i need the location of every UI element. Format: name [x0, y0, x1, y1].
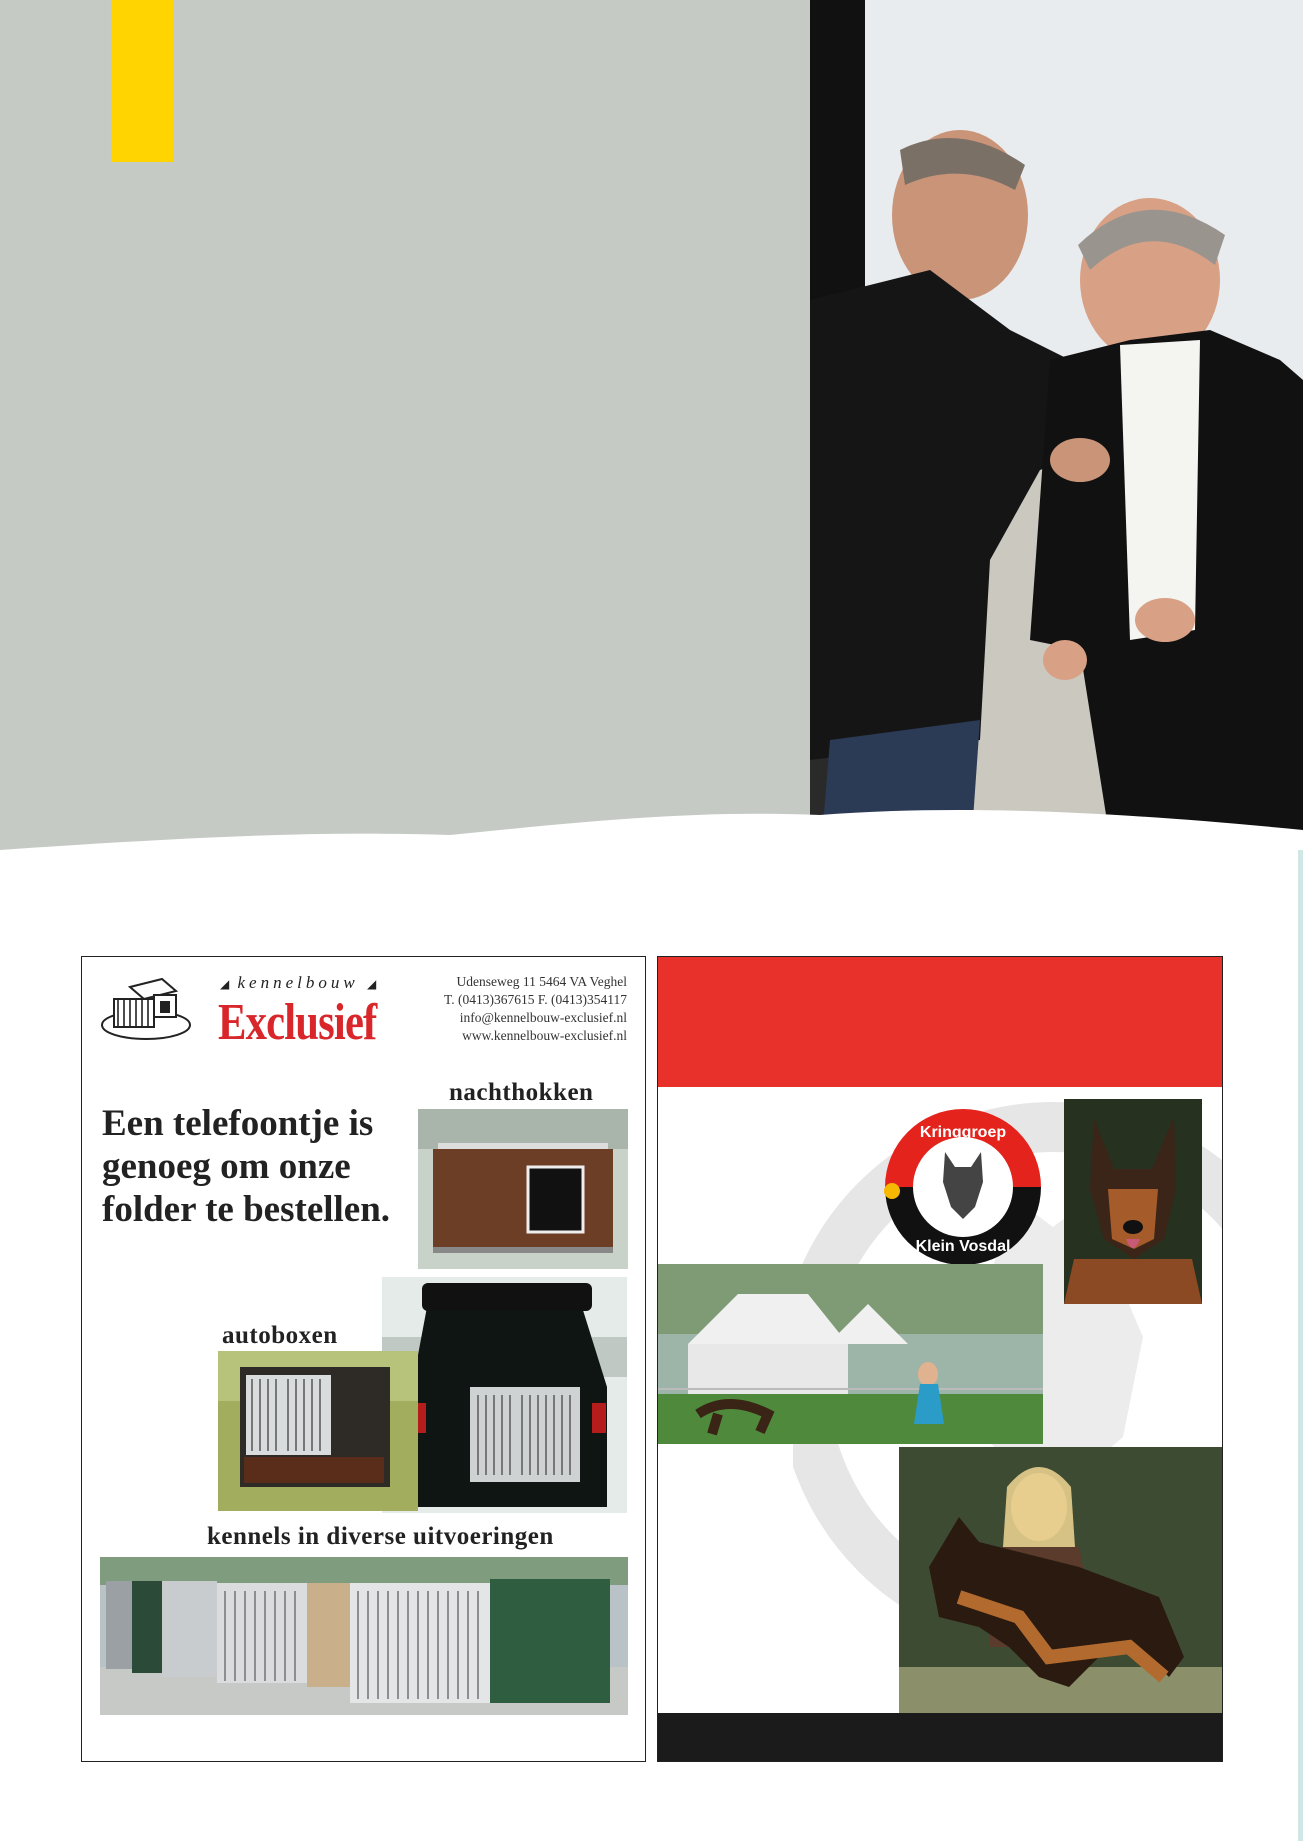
kennel-row-illustration	[100, 1557, 628, 1715]
contact-email[interactable]: info@kennelbouw-exclusief.nl	[459, 1010, 627, 1025]
photo-autobox-on-grass	[218, 1351, 418, 1511]
logo-top-text: Kringgroep	[919, 1124, 1007, 1141]
label-autoboxen: autoboxen	[222, 1322, 338, 1349]
photo-illustration	[810, 0, 1303, 862]
photo-dog-with-handler	[899, 1447, 1223, 1717]
brand-tagline: ◢ kennelbouw ◢	[220, 973, 377, 992]
kennelbouw-exclusief-advert	[81, 956, 646, 1762]
black-footer-band	[658, 1713, 1223, 1762]
photo-dog-show	[658, 1264, 1043, 1444]
headline: Een telefoontje is genoeg om onze folder te bestellen.	[102, 1103, 391, 1230]
photo-two-men-pin-ceremony	[810, 0, 1303, 862]
contact-website[interactable]: www.kennelbouw-exclusief.nl	[462, 1028, 627, 1043]
logo-bottom-text: Klein Vosdal	[915, 1238, 1011, 1255]
dog-portrait-illustration	[1064, 1099, 1202, 1304]
kennel-logo-icon	[100, 973, 192, 1041]
label-kennels: kennels in diverse uitvoeringen	[207, 1523, 554, 1550]
autobox-illustration	[218, 1351, 418, 1511]
nachthok-illustration	[418, 1109, 628, 1269]
photo-kennel-row	[100, 1557, 628, 1715]
brand-tagline-text: kennelbouw	[237, 973, 359, 992]
brand-name: Exclusief	[218, 994, 377, 1051]
photo-german-shepherd-portrait	[1064, 1099, 1202, 1304]
dog-show-illustration	[658, 1264, 1043, 1444]
red-header-band	[658, 957, 1223, 1087]
page-edge-strip	[1298, 850, 1303, 1841]
photo-car-autobox	[382, 1277, 627, 1513]
car-autobox-illustration	[382, 1277, 627, 1513]
kringgroep-logo	[883, 1107, 1043, 1267]
kringgroep-klein-vosdal-advert	[657, 956, 1223, 1762]
brush-stroke-edge	[0, 790, 1303, 870]
contact-address: Udenseweg 11 5464 VA Veghel	[456, 974, 627, 989]
dog-handler-illustration	[899, 1447, 1223, 1717]
photo-nachthok	[418, 1109, 628, 1269]
label-nachthokken: nachthokken	[449, 1079, 594, 1106]
contact-phone: T. (0413)367615 F. (0413)354117	[443, 992, 627, 1007]
contact-block	[444, 973, 627, 1045]
yellow-accent-bar	[111, 0, 173, 162]
